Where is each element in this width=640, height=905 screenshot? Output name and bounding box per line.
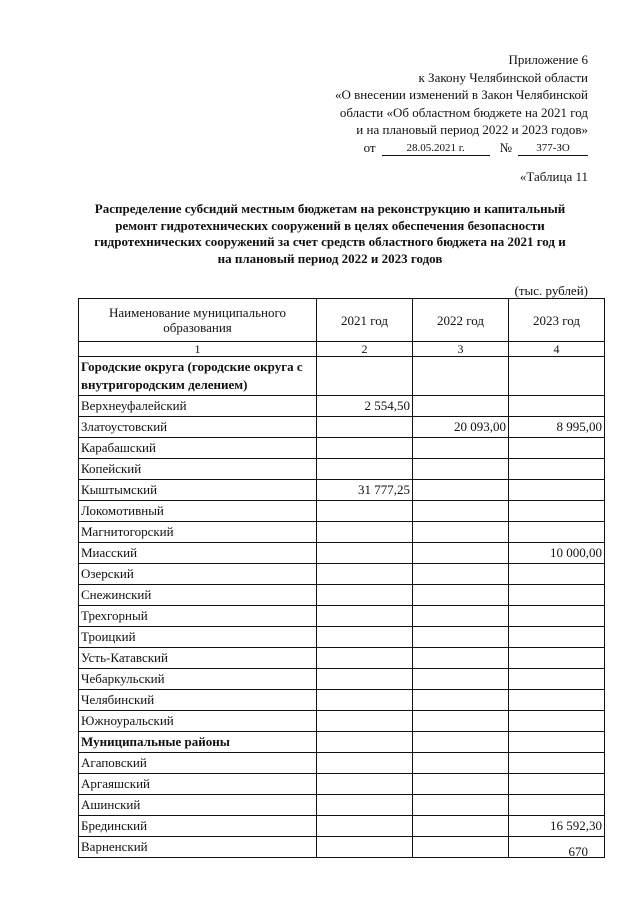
subsidy-table [78, 298, 605, 858]
municipality-name: Снежинский [79, 585, 317, 606]
table-row [79, 438, 605, 459]
value-2022 [413, 816, 509, 837]
law-signature-row [288, 139, 588, 157]
value-2022 [413, 480, 509, 501]
column-number: 4 [509, 342, 605, 357]
table-header-row [79, 299, 605, 342]
value-2023: 10 000,00 [509, 543, 605, 564]
annex-line: «О внесении изменений в Закон Челябинской [334, 87, 588, 102]
unit-label: (тыс. рублей) [514, 283, 588, 298]
table-reference: «Таблица 11 [519, 169, 588, 184]
value-2021 [317, 669, 413, 690]
value-2021 [317, 774, 413, 795]
value-2023 [509, 711, 605, 732]
municipality-name: Ашинский [79, 795, 317, 816]
value-2022 [413, 459, 509, 480]
table-row [79, 648, 605, 669]
value-2021 [317, 816, 413, 837]
municipality-name: Городские округа (городские округа с внутригородским делением) [79, 357, 317, 396]
municipality-name: Чебаркульский [79, 669, 317, 690]
municipality-name: Магнитогорский [79, 522, 317, 543]
municipality-name: Челябинский [79, 690, 317, 711]
municipality-name: Троицкий [79, 627, 317, 648]
value-2021 [317, 501, 413, 522]
municipality-name: Трехгорный [79, 606, 317, 627]
column-header-name: Наименование муниципального образования [79, 299, 317, 342]
annex-line: Приложение 6 [508, 52, 588, 67]
law-number: 377-ЗО [518, 141, 588, 156]
value-2022 [413, 522, 509, 543]
annex-line: области «Об областном бюджете на 2021 год [339, 104, 588, 120]
value-2022 [413, 732, 509, 753]
table-group-row [79, 357, 605, 396]
value-2023 [509, 522, 605, 543]
value-2021 [317, 732, 413, 753]
municipality-name: Локомотивный [79, 501, 317, 522]
value-2021 [317, 606, 413, 627]
value-2022: 20 093,00 [413, 417, 509, 438]
table-row [79, 669, 605, 690]
municipality-name: Южноуральский [79, 711, 317, 732]
value-2021 [317, 627, 413, 648]
column-number: 3 [413, 342, 509, 357]
value-2022 [413, 690, 509, 711]
value-2023 [509, 795, 605, 816]
municipality-name: Кыштымский [79, 480, 317, 501]
table-row [79, 711, 605, 732]
value-2022 [413, 543, 509, 564]
table-row [79, 543, 605, 564]
value-2022 [413, 606, 509, 627]
value-2023 [509, 606, 605, 627]
value-2023 [509, 564, 605, 585]
municipality-name: Озерский [79, 564, 317, 585]
document-title: Распределение субсидий местным бюджетам на реконструкцию и капитальный ремонт гидротехнических сооружений в целях обеспечения безопасности гидротехнических сооружений за счет средств областного бюджета на 2021 год и на плановый период 2022 и 2023 годов [94, 201, 566, 266]
municipality-name: Муниципальные районы [79, 732, 317, 753]
table-row [79, 417, 605, 438]
annex-line: и на плановый период 2022 и 2023 годов» [356, 122, 588, 137]
value-2021 [317, 543, 413, 564]
table-row [79, 837, 605, 858]
table-row [79, 774, 605, 795]
value-2021 [317, 357, 413, 396]
from-label: от [363, 139, 376, 155]
column-number: 2 [317, 342, 413, 357]
table-row [79, 564, 605, 585]
value-2023 [509, 669, 605, 690]
value-2023 [509, 753, 605, 774]
value-2021 [317, 459, 413, 480]
law-date: 28.05.2021 г. [382, 141, 490, 156]
municipality-name: Карабашский [79, 438, 317, 459]
value-2023: 8 995,00 [509, 417, 605, 438]
annex-header [288, 51, 588, 156]
value-2022 [413, 564, 509, 585]
column-number: 1 [79, 342, 317, 357]
value-2023 [509, 480, 605, 501]
value-2023 [509, 648, 605, 669]
value-2021 [317, 585, 413, 606]
value-2023 [509, 690, 605, 711]
value-2022 [413, 585, 509, 606]
column-header-2021: 2021 год [317, 299, 413, 342]
value-2022 [413, 795, 509, 816]
column-header-2023: 2023 год [509, 299, 605, 342]
value-2023 [509, 438, 605, 459]
value-2023: 16 592,30 [509, 816, 605, 837]
value-2023 [509, 459, 605, 480]
number-label: № [499, 139, 512, 155]
table-row [79, 585, 605, 606]
value-2021 [317, 795, 413, 816]
annex-line: к Закону Челябинской области [418, 69, 588, 85]
value-2023 [509, 732, 605, 753]
value-2023 [509, 396, 605, 417]
value-2023 [509, 774, 605, 795]
municipality-name: Миасский [79, 543, 317, 564]
value-2021: 2 554,50 [317, 396, 413, 417]
value-2022 [413, 774, 509, 795]
table-group-row [79, 732, 605, 753]
value-2021 [317, 753, 413, 774]
municipality-name: Усть-Катавский [79, 648, 317, 669]
table-row [79, 501, 605, 522]
table-row [79, 606, 605, 627]
value-2022 [413, 711, 509, 732]
value-2022 [413, 837, 509, 858]
value-2022 [413, 669, 509, 690]
value-2022 [413, 627, 509, 648]
value-2023 [509, 357, 605, 396]
table-row [79, 522, 605, 543]
value-2023 [509, 585, 605, 606]
value-2021 [317, 522, 413, 543]
value-2022 [413, 501, 509, 522]
value-2023 [509, 627, 605, 648]
value-2022 [413, 357, 509, 396]
value-2021 [317, 648, 413, 669]
table-row [79, 627, 605, 648]
value-2021 [317, 690, 413, 711]
municipality-name: Верхнеуфалейский [79, 396, 317, 417]
table-row [79, 795, 605, 816]
value-2021 [317, 417, 413, 438]
value-2021 [317, 837, 413, 858]
value-2021 [317, 438, 413, 459]
value-2021 [317, 711, 413, 732]
municipality-name: Брединский [79, 816, 317, 837]
table-row [79, 753, 605, 774]
municipality-name: Аргаяшский [79, 774, 317, 795]
municipality-name: Копейский [79, 459, 317, 480]
value-2021 [317, 564, 413, 585]
column-header-2022: 2022 год [413, 299, 509, 342]
value-2022 [413, 396, 509, 417]
municipality-name: Златоустовский [79, 417, 317, 438]
page-number: 670 [568, 844, 588, 859]
table-row [79, 396, 605, 417]
value-2022 [413, 438, 509, 459]
table-row [79, 816, 605, 837]
value-2022 [413, 648, 509, 669]
table-row [79, 690, 605, 711]
table-row [79, 459, 605, 480]
municipality-name: Варненский [79, 837, 317, 858]
value-2022 [413, 753, 509, 774]
table-body [79, 357, 605, 858]
municipality-name: Агаповский [79, 753, 317, 774]
value-2023 [509, 501, 605, 522]
value-2023 [509, 837, 605, 858]
column-number-row [79, 342, 605, 357]
table-row [79, 480, 605, 501]
value-2021: 31 777,25 [317, 480, 413, 501]
